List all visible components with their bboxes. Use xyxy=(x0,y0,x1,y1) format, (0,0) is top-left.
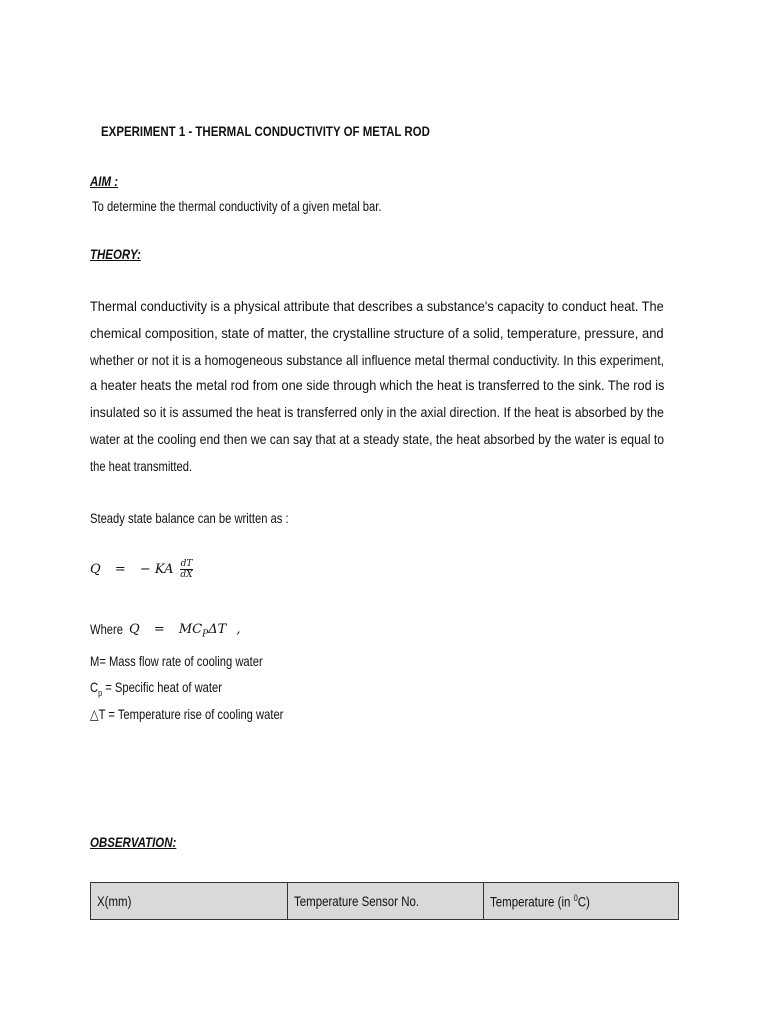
equation-heat-absorbed xyxy=(129,622,241,640)
eq2-equals: = xyxy=(153,622,165,637)
definition-m: M= Mass flow rate of cooling water xyxy=(90,653,263,669)
eq2-rhs-sub: P xyxy=(202,629,209,640)
theory-heading: THEORY: xyxy=(90,246,141,262)
definition-cp-text: = Specific heat of water xyxy=(102,679,222,695)
definition-delta-t: △T = Temperature rise of cooling water xyxy=(90,706,284,722)
eq2-rhs-post: ΔT xyxy=(208,622,227,637)
equation-heat-conduction xyxy=(90,559,193,580)
steady-state-text: Steady state balance can be written as : xyxy=(90,510,289,526)
definition-cp xyxy=(90,679,222,698)
definition-cp-sub: p xyxy=(98,687,103,698)
document-title: EXPERIMENT 1 - THERMAL CONDUCTIVITY OF METAL ROD xyxy=(101,123,430,139)
where-label: Where xyxy=(90,621,123,637)
eq1-lhs: Q xyxy=(90,562,101,577)
observation-table xyxy=(90,882,679,920)
theory-line: chemical composition, state of matter, the crystalline structure of a solid, temperature, pressure, and xyxy=(90,325,664,341)
theory-line: Thermal conductivity is a physical attribute that describes a substance's capacity to conduct heat. The xyxy=(90,298,664,314)
theory-line: insulated so it is assumed the heat is transferred only in the axial direction. If the heat is absorbed by the xyxy=(90,404,664,420)
theory-line: the heat transmitted. xyxy=(90,458,193,474)
eq1-denominator: dX xyxy=(180,570,193,580)
eq2-trail: , xyxy=(236,622,241,637)
eq1-fraction xyxy=(180,559,194,580)
column-header-sensor: Temperature Sensor No. xyxy=(288,883,484,920)
theory-line: water at the cooling end then we can say that at a steady state, the heat absorbed by the water is equal to xyxy=(90,431,665,447)
eq1-equals: = xyxy=(114,562,126,577)
eq2-rhs-pre: MC xyxy=(178,622,203,637)
observation-heading: OBSERVATION: xyxy=(90,834,177,850)
eq1-numerator: dT xyxy=(180,559,193,569)
theory-line: a heater heats the metal rod from one side through which the heat is transferred to the sink. The rod is xyxy=(90,377,665,393)
aim-heading: AIM : xyxy=(90,173,119,189)
table-header-row xyxy=(91,883,679,920)
eq2-lhs: Q xyxy=(129,622,140,637)
eq1-rhs: − KA xyxy=(139,562,174,577)
column-header-temperature: Temperature (in $^0$C) xyxy=(484,883,679,920)
theory-line: whether or not it is a homogeneous substance all influence metal thermal conductivity. In this experiment, xyxy=(90,352,665,368)
definition-cp-letter: C xyxy=(90,679,99,695)
column-header-x: X(mm) xyxy=(91,883,288,920)
aim-text: To determine the thermal conductivity of a given metal bar. xyxy=(92,198,382,214)
